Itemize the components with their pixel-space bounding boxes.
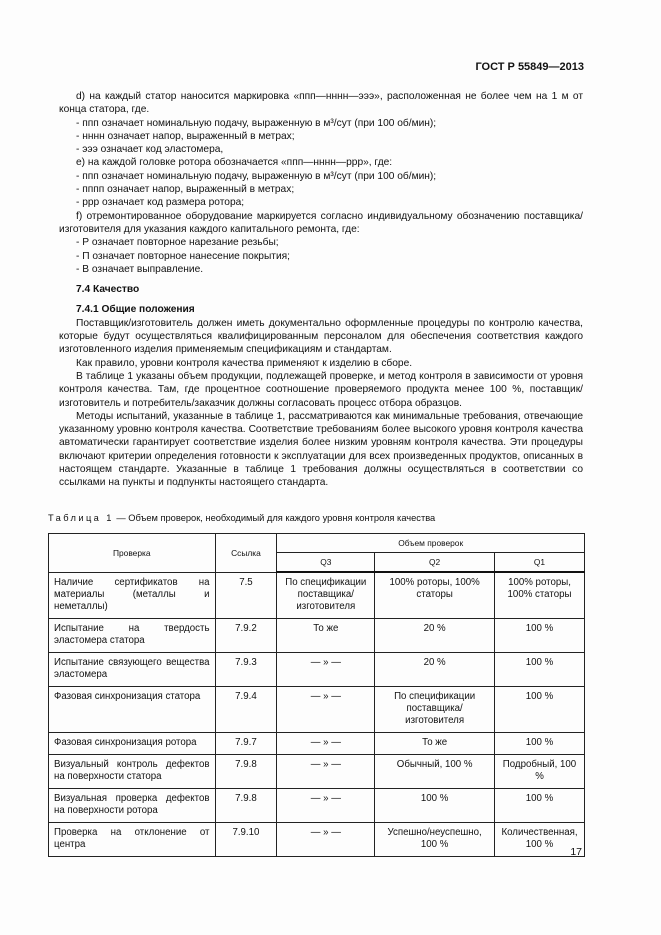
header-q2: Q2 [375,553,495,573]
paragraph: f) отремонтированное оборудование маркируется согласно индивидуальному обозначению поставщика/изготовителя для указания каждого капитального ремонта, где: [59,210,583,235]
header-ref: Ссылка [215,534,277,573]
cell-check: Фазовая синхронизация ротора [49,733,216,755]
list-item: - ррр означает код размера ротора; [76,197,245,209]
cell-ref: 7.9.8 [215,789,277,823]
paragraph: Поставщик/изготовитель должен иметь документально оформленные процедуры по контролю качества, которые будут осуществляться квалифицированным персоналом для обеспечения соответствия каждого изготовленного изделия применяемым спецификациям и стандартам. [59,317,583,356]
cell-q1: Количественная, 100 % [495,823,585,857]
cell-q2: 100 % [375,789,495,823]
cell-q3: — » — [277,687,375,733]
list-item: - П означает повторное нанесение покрытия; [76,250,290,262]
cell-ref: 7.9.2 [215,619,277,653]
cell-q1: 100 % [495,733,585,755]
cell-q3: По спецификации поставщика/изготовителя [277,572,375,619]
cell-q2: По спецификации поставщика/изготовителя [375,687,495,733]
cell-check: Испытание на твердость эластомера статора [49,619,216,653]
cell-ref: 7.9.4 [215,687,277,733]
cell-q3: — » — [277,823,375,857]
spacer [59,276,583,283]
cell-q2: Обычный, 100 % [375,755,495,789]
cell-ref: 7.9.7 [215,733,277,755]
paragraph: Методы испытаний, указанные в таблице 1, рассматриваются как минимальные требования, отвечающие указанному уровню контроля качества. Соответствие требованиям более высокого уровня контроля качества автоматически гарантирует соответствие изделия более низким уровням контроля качества. Эти процедуры включают критерии определения готовности к эксплуатации для всех произведенных продуктов, описанных в настоящем стандарте. Указанные в таблице 1 требования должны осуществляться в соответствии со ссылками на пункты и подпункты настоящего стандарта. [59,410,583,489]
list-item: - эээ означает код эластомера, [76,144,224,156]
cell-check: Визуальный контроль дефектов на поверхности статора [49,755,216,789]
standard-header: ГОСТ Р 55849—2013 [475,61,584,73]
cell-ref: 7.9.3 [215,653,277,687]
section-heading: 7.4.1 Общие положения [76,304,195,316]
cell-check: Наличие сертификатов на материалы (металлы и неметаллы) [49,572,216,619]
cell-q2: Успешно/неуспешно, 100 % [375,823,495,857]
body-text [59,90,583,490]
list-item: е) на каждой головке ротора обозначается «ппп—нннн—ррр», где: [76,157,393,169]
cell-check: Проверка на отклонение от центра [49,823,216,857]
cell-ref: 7.9.8 [215,755,277,789]
header-q1: Q1 [495,553,585,573]
cell-q3: — » — [277,789,375,823]
list-item: - Р означает повторное нарезание резьбы; [76,237,279,249]
cell-q1: 100 % [495,789,585,823]
table-row [49,823,585,857]
cell-check: Испытание связующего вещества эластомера [49,653,216,687]
table-caption [48,513,435,523]
table-caption-text: — Объем проверок, необходимый для каждого уровня контроля качества [113,513,436,523]
list-item: - пппп означает напор, выраженный в метрах; [76,184,295,196]
cell-q2: 100% роторы, 100% статоры [375,572,495,619]
paragraph: Как правило, уровни контроля качества применяют к изделию в сборе. [76,357,413,369]
cell-ref: 7.5 [215,572,277,619]
table-row [49,733,585,755]
cell-q1: 100 % [495,619,585,653]
table-caption-label: Таблица 1 [48,513,114,523]
table-row [49,755,585,789]
header-scope: Объем проверок [277,534,585,553]
table-row [49,687,585,733]
cell-q3: То же [277,619,375,653]
cell-ref: 7.9.10 [215,823,277,857]
header-check: Проверка [49,534,216,573]
list-item: - В означает выправление. [76,263,204,275]
paragraph: d) на каждый статор наносится маркировка «ппп—нннн—эээ», расположенная не более чем на 1 м от конца статора, где. [59,91,583,116]
table-row [49,572,585,619]
table-row [49,653,585,687]
page-number: 17 [570,846,582,858]
spacer [59,296,583,303]
list-item: - ппп означает номинальную подачу, выраженную в м³/сут (при 100 об/мин); [76,117,437,129]
table-row [49,789,585,823]
cell-q1: Подробный, 100 % [495,755,585,789]
cell-check: Фазовая синхронизация статора [49,687,216,733]
paragraph: В таблице 1 указаны объем продукции, подлежащей проверке, и метод контроля в зависимости от уровня контроля качества. Там, где процентное соотношение проверяемого продукта менее 100 %, поставщик/изготовитель и потребитель/заказчик должны согласовать процесс отбора образцов. [59,370,583,409]
cell-q3: — » — [277,755,375,789]
cell-q1: 100 % [495,653,585,687]
list-item: - нннн означает напор, выраженный в метрах; [76,130,295,142]
quality-control-table [48,533,585,857]
section-heading: 7.4 Качество [76,284,140,296]
cell-check: Визуальная проверка дефектов на поверхности ротора [49,789,216,823]
cell-q2: 20 % [375,653,495,687]
cell-q2: 20 % [375,619,495,653]
table-row [49,619,585,653]
table-body [49,572,585,857]
cell-q3: — » — [277,653,375,687]
list-item: - ппп означает номинальную подачу, выраженную в м³/сут (при 100 об/мин); [76,170,437,182]
cell-q2: То же [375,733,495,755]
header-q3: Q3 [277,553,375,573]
cell-q1: 100% роторы, 100% статоры [495,572,585,619]
cell-q3: — » — [277,733,375,755]
cell-q1: 100 % [495,687,585,733]
